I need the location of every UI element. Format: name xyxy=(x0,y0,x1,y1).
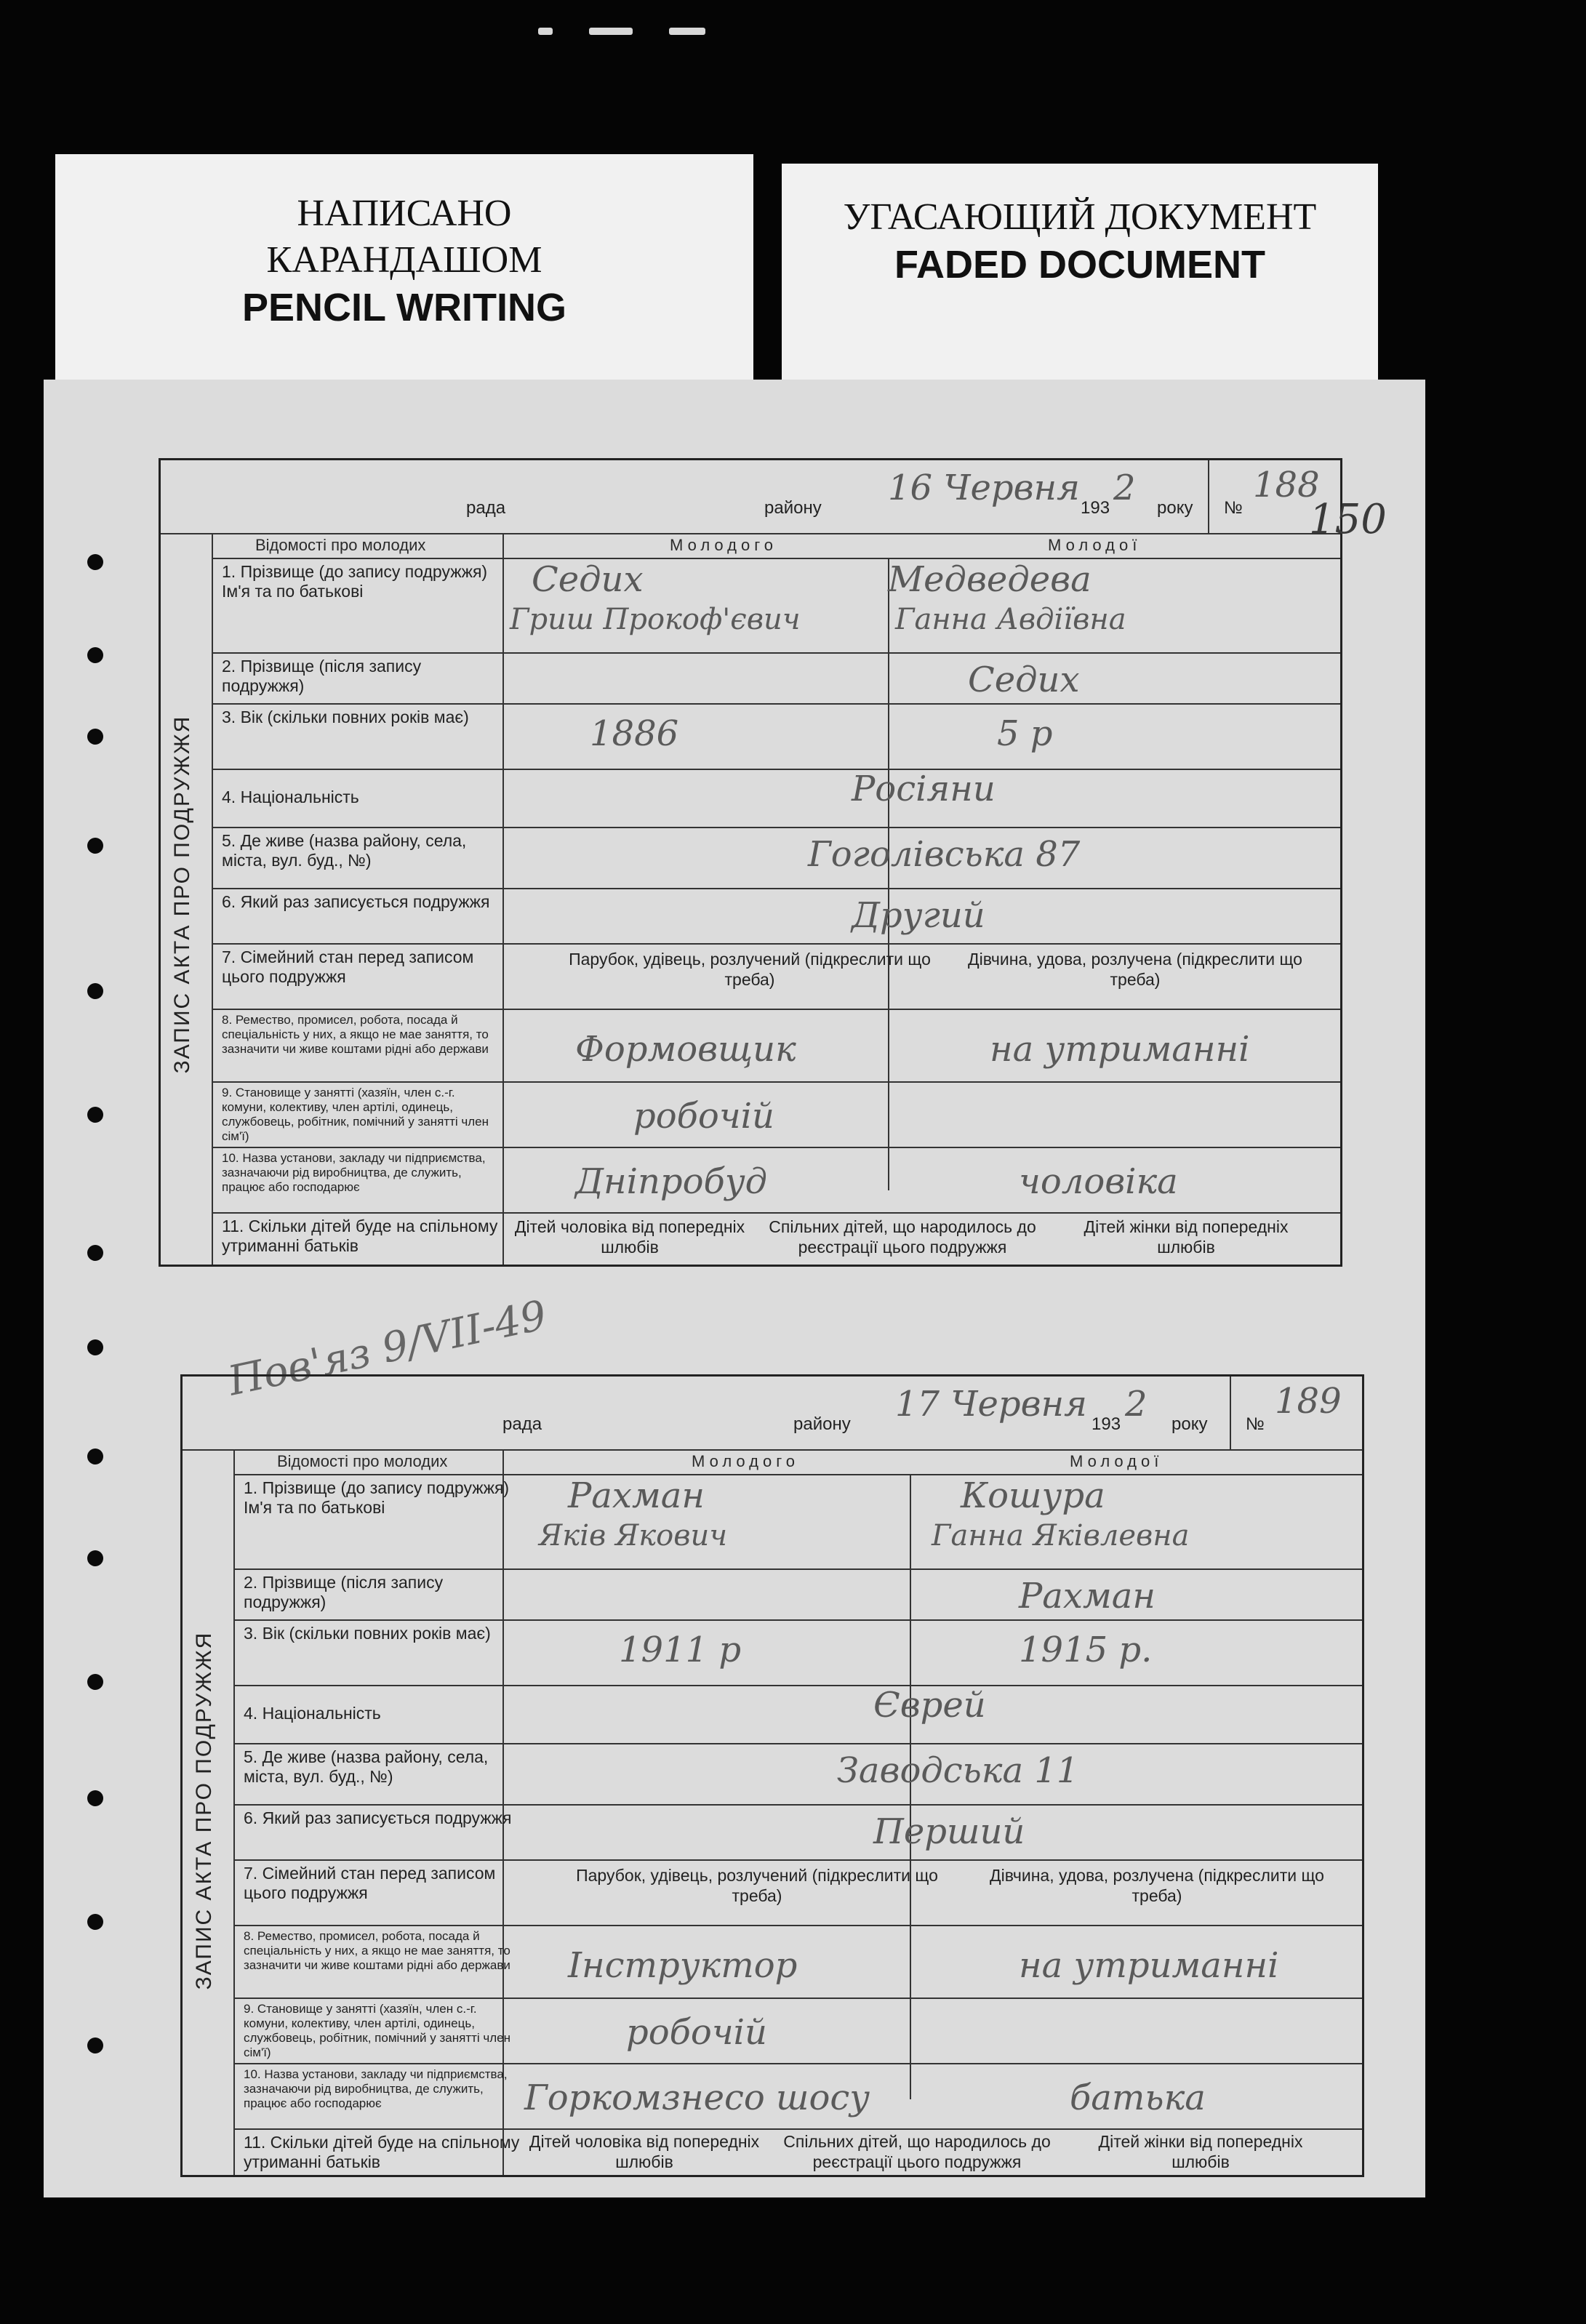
row-label: 5. Де живе (назва району, села, міста, вул. буд., №) xyxy=(244,1747,489,1786)
row-position xyxy=(233,1998,1362,2064)
children-husband: Дітей чоловіка від попередніх шлюбів xyxy=(529,2132,760,2171)
page-number: 150 xyxy=(1309,496,1387,543)
groom-status: робочій xyxy=(626,2012,767,2053)
bride-age: 1915 р. xyxy=(1019,1630,1153,1670)
bride-age: 5 р xyxy=(997,713,1053,754)
side-title: ЗАПИС АКТА ПРО ПОДРУЖЖЯ xyxy=(170,715,194,1074)
row-surname-after xyxy=(212,652,1340,705)
side-title: ЗАПИС АКТА ПРО ПОДРУЖЖЯ xyxy=(192,1631,216,1990)
label-ua-line1: НАПИСАНО xyxy=(297,193,512,234)
children-common: Спільних дітей, що народилось до реєстрації цього подружжя xyxy=(783,2132,1051,2171)
punch-hole xyxy=(87,1449,103,1464)
bride-surname: Кошура xyxy=(961,1475,1105,1516)
row-marital xyxy=(233,1859,1362,1926)
bride-surname: Медведева xyxy=(888,559,1092,600)
record-number-box xyxy=(1230,1377,1362,1449)
row-label: 1. Прізвище (до запису подружжя) Ім'я та по батькові xyxy=(222,562,488,601)
row-workplace xyxy=(212,1147,1340,1214)
column-header xyxy=(212,533,1340,559)
address: Заводська 11 xyxy=(837,1750,1079,1791)
row-label: 11. Скільки дітей буде на спільному утриманні батьків xyxy=(222,1217,498,1255)
col-bride: Молодої xyxy=(1070,1452,1164,1470)
punch-hole xyxy=(87,1790,103,1806)
column-header xyxy=(233,1449,1362,1475)
groom-surname: Рахман xyxy=(568,1475,705,1516)
year-prefix: 193 xyxy=(1081,498,1110,518)
punch-hole xyxy=(87,1550,103,1566)
children-common: Спільних дітей, що народилось до реєстрації цього подружжя xyxy=(769,1217,1036,1257)
punch-hole xyxy=(87,983,103,999)
record-header xyxy=(183,1377,1362,1451)
bride-work: батька xyxy=(1070,2077,1206,2118)
row-marital xyxy=(212,943,1340,1010)
marriage-record-1 xyxy=(159,458,1342,1267)
punch-hole xyxy=(87,1674,103,1690)
row-nationality xyxy=(233,1685,1362,1744)
row-label: 10. Назва установи, закладу чи підприємства, зазначаючи рід виробництва, де служить, працює або господарює xyxy=(244,2067,508,2110)
sidebar xyxy=(183,1449,235,2175)
bride-marital-options: Дівчина, удова, розлучена (підкреслити що треба) xyxy=(968,950,1302,989)
row-surname-before xyxy=(233,1474,1362,1570)
marriage-record-2 xyxy=(180,1374,1364,2177)
row-surname-before xyxy=(212,558,1340,654)
register-page xyxy=(44,380,1425,2197)
col-info: Відомості про молодих xyxy=(277,1452,448,1470)
bride-work: чоловіка xyxy=(1019,1161,1178,1202)
label-ua: УГАСАЮЩИЙ ДОКУМЕНТ xyxy=(843,196,1317,238)
col-groom: Молодого xyxy=(670,536,778,554)
groom-status: робочій xyxy=(633,1096,774,1137)
punch-hole xyxy=(87,729,103,745)
groom-name: Яків Якович xyxy=(539,1519,728,1552)
bride-name: Ганна Яківлевна xyxy=(932,1519,1190,1552)
punch-hole xyxy=(87,554,103,570)
row-label: 7. Сімейний стан перед записом цього подружжя xyxy=(244,1864,496,1902)
groom-marital-options: Парубок, удівець, розлучений (підкреслити що треба) xyxy=(569,950,931,989)
roku-label: року xyxy=(1172,1414,1208,1434)
col-bride: Молодої xyxy=(1048,536,1142,554)
label-en: FADED DOCUMENT xyxy=(894,243,1265,287)
nationality: Росіяни xyxy=(852,769,996,809)
pencil-writing-label xyxy=(55,154,753,383)
label-ua-line2: КАРАНДАШОМ xyxy=(266,239,542,281)
row-label: 3. Вік (скільки повних років має) xyxy=(244,1624,491,1643)
margin-note: Пов'яз 9/VII-49 xyxy=(224,1291,551,1406)
times: Перший xyxy=(873,1811,1025,1852)
row-label: 3. Вік (скільки повних років має) xyxy=(222,708,469,726)
row-children xyxy=(233,2128,1362,2175)
label-en: PENCIL WRITING xyxy=(241,286,566,329)
record-number: 189 xyxy=(1275,1381,1342,1422)
row-label: 7. Сімейний стан перед записом цього подружжя xyxy=(222,947,474,986)
punch-hole xyxy=(87,1339,103,1355)
rayonu-label: району xyxy=(764,498,822,518)
row-surname-after xyxy=(233,1568,1362,1621)
row-label: 4. Національність xyxy=(222,788,359,806)
record-number: 188 xyxy=(1253,465,1320,505)
bride-new-surname: Седих xyxy=(968,660,1080,700)
punch-hole xyxy=(87,1107,103,1123)
groom-work: Дніпробуд xyxy=(575,1161,768,1202)
row-label: 4. Національність xyxy=(244,1704,381,1723)
row-address xyxy=(233,1743,1362,1806)
record-header xyxy=(161,460,1340,534)
rada-label: рада xyxy=(502,1414,542,1434)
punch-hole xyxy=(87,647,103,663)
punch-hole xyxy=(87,1914,103,1930)
roku-label: року xyxy=(1157,498,1193,518)
faded-document-label xyxy=(782,164,1378,385)
year-digit: 2 xyxy=(1113,468,1136,508)
row-workplace xyxy=(233,2063,1362,2130)
groom-surname: Седих xyxy=(532,559,644,600)
punch-hole xyxy=(87,838,103,854)
sidebar xyxy=(161,533,213,1265)
children-wife: Дітей жінки від попередніх шлюбів xyxy=(1084,1217,1289,1257)
row-nationality xyxy=(212,769,1340,828)
bride-new-surname: Рахман xyxy=(1019,1576,1156,1616)
nationality: Єврей xyxy=(873,1685,986,1726)
row-label: 2. Прізвище (після запису подружжя) xyxy=(222,657,422,695)
row-times xyxy=(233,1804,1362,1861)
row-label: 1. Прізвище (до запису подружжя) Ім'я та по батькові xyxy=(244,1478,510,1517)
top-marks xyxy=(538,28,713,42)
groom-job: Формовщик xyxy=(575,1029,796,1070)
row-occupation xyxy=(233,1925,1362,1999)
rada-label: рада xyxy=(466,498,506,518)
row-label: 9. Становище у занятті (хазяїн, член с.-г. комуни, колективу, член артілі, одинець, службовець, робітник, помічний у занятті член сім'ї) xyxy=(244,2002,511,2059)
row-address xyxy=(212,827,1340,889)
number-sign: № xyxy=(1224,498,1243,518)
bride-job: на утриманні xyxy=(1019,1945,1279,1986)
row-label: 9. Становище у занятті (хазяїн, член с.-г. комуни, колективу, член артілі, одинець, службовець, робітник, помічний у занятті член сім'ї) xyxy=(222,1086,489,1143)
groom-work: Горкомзнесо шосу xyxy=(524,2077,870,2118)
groom-job: Інструктор xyxy=(568,1945,798,1986)
row-times xyxy=(212,888,1340,945)
children-wife: Дітей жінки від попередніх шлюбів xyxy=(1098,2132,1303,2171)
col-groom: Молодого xyxy=(692,1452,800,1470)
bride-name: Ганна Авдіївна xyxy=(895,603,1126,636)
bride-marital-options: Дівчина, удова, розлучена (підкреслити що треба) xyxy=(990,1866,1324,1905)
year-prefix: 193 xyxy=(1092,1414,1121,1434)
punch-hole xyxy=(87,1245,103,1261)
row-label: 6. Який раз записується подружжя xyxy=(222,892,490,911)
row-label: 10. Назва установи, закладу чи підприємства, зазначаючи рід виробництва, де служить, працює або господарює xyxy=(222,1151,486,1194)
record-date: 17 Червня xyxy=(895,1384,1087,1425)
row-label: 8. Ремество, промисел, робота, посада й спеціальність у них, а якщо не мае заняття, то зазначити чи живе коштами рідні або держави xyxy=(244,1929,510,1972)
punch-hole xyxy=(87,2037,103,2053)
number-sign: № xyxy=(1246,1414,1265,1434)
row-label: 11. Скільки дітей буде на спільному утриманні батьків xyxy=(244,2133,520,2171)
address: Гоголівська 87 xyxy=(808,834,1081,875)
groom-marital-options: Парубок, удівець, розлучений (підкреслити що треба) xyxy=(576,1866,938,1905)
row-label: 8. Ремество, промисел, робота, посада й спеціальність у них, а якщо не мае заняття, то зазначити чи живе коштами рідні або держави xyxy=(222,1013,489,1056)
row-position xyxy=(212,1081,1340,1148)
row-occupation xyxy=(212,1009,1340,1083)
bride-job: на утриманні xyxy=(990,1029,1250,1070)
row-age xyxy=(212,703,1340,770)
row-age xyxy=(233,1619,1362,1686)
groom-age: 1911 р xyxy=(619,1630,742,1670)
year-digit: 2 xyxy=(1125,1384,1148,1425)
row-label: 2. Прізвище (після запису подружжя) xyxy=(244,1573,444,1611)
row-children xyxy=(212,1212,1340,1265)
children-husband: Дітей чоловіка від попередніх шлюбів xyxy=(514,1217,745,1257)
record-date: 16 Червня xyxy=(888,468,1080,508)
groom-age: 1886 xyxy=(590,713,679,754)
times: Другий xyxy=(852,895,985,936)
row-label: 6. Який раз записується подружжя xyxy=(244,1808,512,1827)
row-label: 5. Де живе (назва району, села, міста, вул. буд., №) xyxy=(222,831,467,870)
col-info: Відомості про молодих xyxy=(255,536,426,554)
rayonu-label: району xyxy=(793,1414,851,1434)
groom-name: Гриш Прокоф'євич xyxy=(510,603,801,636)
